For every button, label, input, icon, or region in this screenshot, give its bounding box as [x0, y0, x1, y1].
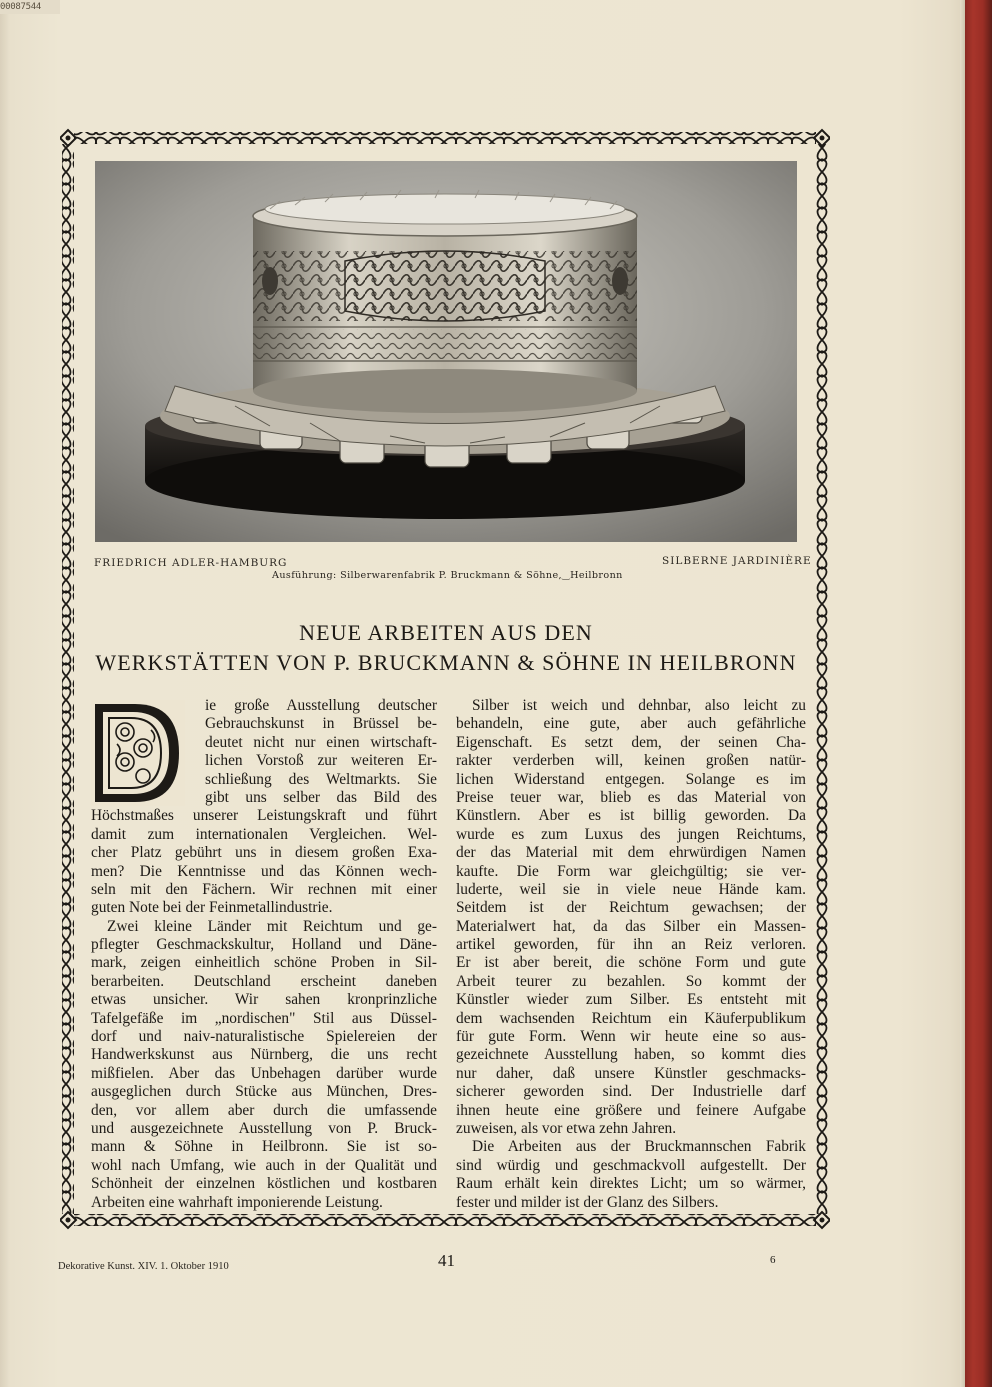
text-line: fester und milder ist der Glanz des Silbers. — [456, 1193, 719, 1211]
text-line: berarbeiten. Deutschland erscheint daneben — [91, 972, 437, 990]
article-title-line-1: NEUE ARBEITEN AUS DEN — [299, 620, 593, 645]
text-line: cher Platz gebührt uns in diesem großen Exa- — [91, 844, 437, 862]
execution-caption: Ausführung: Silberwarenfabrik P. Bruckmann & Söhne,‿Heilbronn — [272, 570, 623, 581]
text-line: Die Arbeiten aus der Bruckmannschen Fabrik — [472, 1138, 806, 1156]
page-number: 41 — [438, 1251, 455, 1270]
article-left-column — [91, 697, 437, 1212]
text-line: gezeichnete Ausstellung haben, so kommt dies — [456, 1046, 806, 1064]
text-line: Raum erhält kein direktes Licht; um so wärmer, — [456, 1175, 806, 1193]
article-title-line-2: WERKSTÄTTEN VON P. BRUCKMANN & SÖHNE IN HEILBRONN — [95, 650, 797, 675]
text-line: rakter verderben will, keinen großen natür- — [456, 752, 806, 770]
text-line: sicherer geworden sind. Der Industrielle darf — [456, 1083, 806, 1101]
article-right-column — [456, 697, 806, 1212]
text-line: Künstler wieder zum Silber. Es entsteht mit — [456, 991, 806, 1009]
text-line: sind würdig und geschmackvoll aufgestellt. Der — [456, 1156, 806, 1174]
text-line: dorf und naiv-naturalistische Spielereien der — [91, 1028, 437, 1046]
text-line: Künstlern. Aber es ist billig geworden. Da — [456, 807, 806, 825]
text-line: Gebrauchskunst in Brüssel be- — [205, 715, 437, 733]
text-line: lichen Widerstand entgegen. Solange es im — [456, 770, 806, 788]
text-line: Handwerkskunst aus Nürnberg, die uns recht — [91, 1046, 437, 1064]
scan-id-label: 00087544 — [0, 0, 60, 14]
text-line: dem wachsenden Reichtum ein Käuferpublikum — [456, 1009, 806, 1027]
text-line: schließung des Weltmarkts. Sie — [205, 770, 437, 788]
text-line: deutet nicht nur einen wirtschaft- — [205, 733, 437, 751]
text-line: Zwei kleine Länder mit Reichtum und ge- — [107, 917, 437, 935]
text-line: artikel geworden, für ihn an Reiz verloren. — [456, 936, 806, 954]
text-line: wurde es zum Luxus des jungen Reichtums, — [456, 825, 806, 843]
text-line: wohl nach Umfang, wie auch in der Qualität und — [91, 1156, 437, 1174]
text-line: den, vor allem aber durch die umfassende — [91, 1101, 437, 1119]
text-line: ie große Ausstellung deutscher — [205, 697, 437, 714]
text-line: mann & Söhne in Heilbronn. Sie ist so- — [91, 1138, 437, 1156]
text-line: guten Note bei der Feinmetallindustrie. — [91, 899, 333, 917]
text-line: Höchstmaßes unserer Leistungskraft und führt — [91, 807, 437, 825]
text-line: pflegter Geschmackskultur, Holland und Däne- — [91, 936, 437, 954]
printer-signature: 6 — [770, 1254, 776, 1266]
text-line: zuweisen, als vor etwa zehn Jahren. — [456, 1119, 677, 1137]
text-line: ausgeglichen durch Stücke aus München, Dres- — [91, 1083, 437, 1101]
text-line: Arbeiten eine wahrhaft imponierende Leistung. — [91, 1193, 383, 1211]
silver-jardiniere-photo — [95, 161, 797, 542]
text-line: Eigenschaft. Es setzt dem, der seinen Cha- — [456, 733, 806, 751]
text-line: etwas unsicher. Wir sahen kronprinzliche — [91, 991, 437, 1009]
text-line: und ausgezeichnete Ausstellung von P. Bruck- — [91, 1119, 437, 1137]
text-line: Tafelgefäße im „nordischen" Stil aus Düssel- — [91, 1009, 437, 1027]
artist-caption: FRIEDRICH ADLER-HAMBURG — [94, 557, 288, 569]
text-line: Preise teuer war, blieb es das Material von — [456, 788, 806, 806]
text-line: behandeln, eine gute, aber auch gefährliche — [456, 715, 806, 733]
text-line: Arbeit teurer zu bezahlen. So kommt der — [456, 972, 806, 990]
text-line: seln mit den Fächern. Wir rechnen mit einer — [91, 880, 437, 898]
object-caption: SILBERNE JARDINIÈRE — [662, 555, 812, 567]
red-book-binding — [965, 0, 992, 1387]
journal-footer: Dekorative Kunst. XIV. 1. Oktober 1910 — [58, 1261, 229, 1272]
text-line: men? Die Kenntnisse und das Können wech- — [91, 862, 437, 880]
text-line: Seitdem ist der Reichtum gewachsen; der — [456, 899, 806, 917]
text-line: mark, zeigen einheitlich schöne Proben in Sil- — [91, 954, 437, 972]
text-line: kaufte. Die Form war gleichgültig; sie ver- — [456, 862, 806, 880]
text-line: mißfielen. Aber das Unbehagen darüber wurde — [91, 1064, 437, 1082]
text-line: der das Material mit dem ehrwürdigen Namen — [456, 844, 806, 862]
text-line: Silber ist weich und dehnbar, also leicht zu — [472, 697, 806, 714]
text-line: luderte, weil sie in viele neue Hände kam. — [456, 880, 806, 898]
text-line: für gute Form. Wenn wir heute eine so aus- — [456, 1028, 806, 1046]
text-line: Materialwert hat, da das Silber ein Massen- — [456, 917, 806, 935]
text-line: Schönheit der einzelnen köstlichen und kostbaren — [91, 1175, 437, 1193]
text-line: nur daher, daß unsere Künstler geschmacks- — [456, 1064, 806, 1082]
text-line: gibt uns selber das Bild des — [205, 788, 437, 806]
text-line: damit zum internationalen Vergleichen. Wel- — [91, 825, 437, 843]
text-line: lichen Vorstoß zur weiteren Er- — [205, 752, 437, 770]
text-line: Er ist aber bereit, die schöne Form und gute — [456, 954, 806, 972]
text-line: ihnen heute eine größere und feinere Aufgabe — [456, 1101, 806, 1119]
